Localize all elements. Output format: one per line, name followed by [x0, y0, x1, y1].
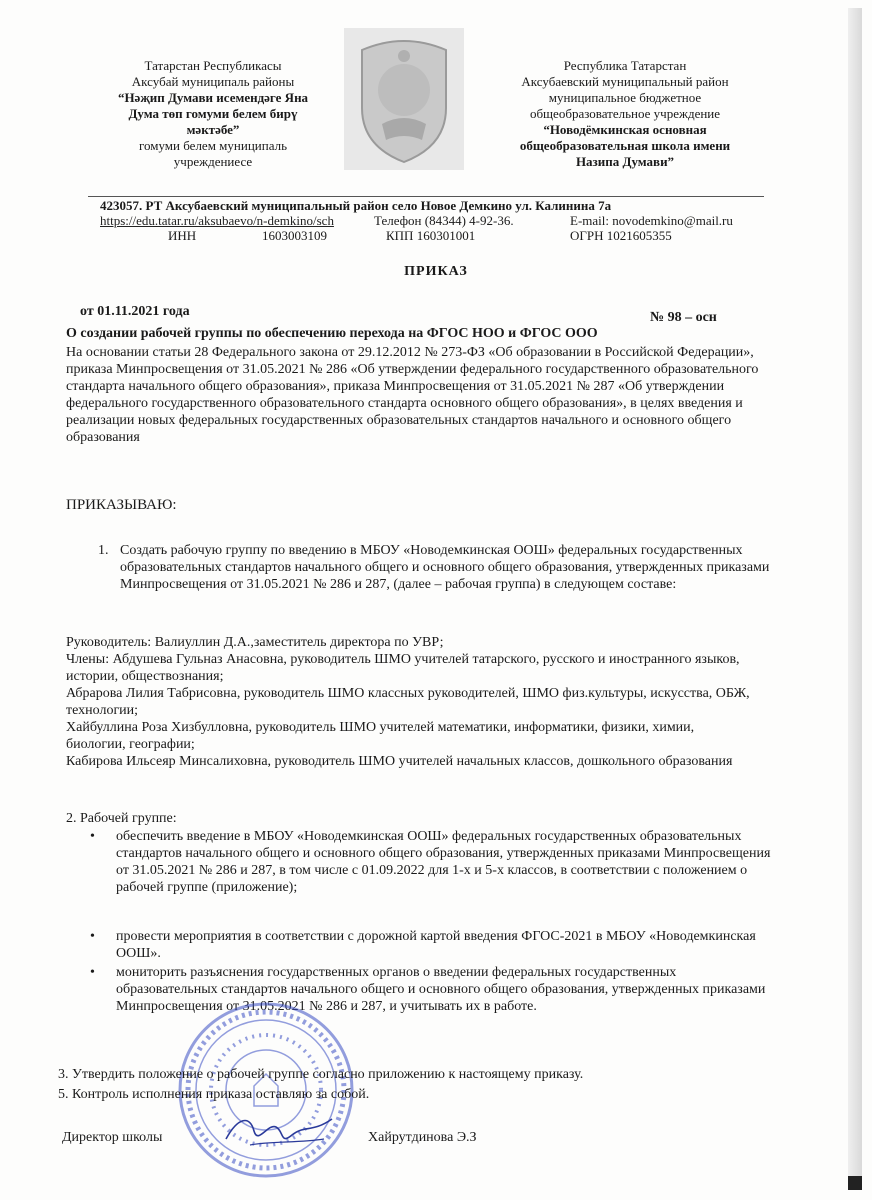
- order-number: № 98 – осн: [650, 310, 717, 325]
- website-link[interactable]: https://edu.tatar.ru/aksubaevo/n-demkino/sch: [100, 213, 334, 228]
- bullet-icon: •: [90, 929, 95, 944]
- order-subject: О создании рабочей группы по обеспечению перехода на ФГОС НОО и ФГОС ООО: [66, 326, 598, 341]
- header-left-line: Аксубай муниципаль районы: [131, 74, 295, 89]
- bullet-text: провести мероприятия в соответствии с дорожной картой введения ФГОС-2021 в МБОУ «Новодемкинская ООШ».: [116, 929, 756, 961]
- email: E-mail: novodemkino@mail.ru: [570, 213, 733, 228]
- order-title: ПРИКАЗ: [404, 264, 468, 279]
- working-group-members: [66, 634, 756, 770]
- header-left-line: гомуми белем муниципаль: [138, 138, 287, 153]
- address: 423057. РТ Аксубаевский муниципальный район село Новое Демкино ул. Калинина 7а: [100, 198, 612, 213]
- order-preamble: На основании статьи 28 Федерального закона от 29.12.2012 № 273-ФЗ «Об образовании в Российской Федерации», приказа Минпросвещения от 31.05.2021 № 286 «Об утверждении федерального государственного образовательного стандарта начального общего образования», приказа Минпросвещения от 31.05.2021 № 287 «Об утверждении федерального государственного образовательного стандарта основного общего образования», в целях введения и реализации новых федеральных государственных образовательных стандартов начального и основного общего образования: [66, 345, 759, 445]
- header-left-line: “Нәҗип Думави исемендәге Яна: [117, 90, 309, 105]
- member-line: Руководитель: Валиуллин Д.А.,заместитель директора по УВР;: [66, 635, 444, 650]
- item-number: 1.: [98, 543, 109, 558]
- kpp: КПП 160301001: [386, 228, 476, 243]
- order-item-5: 5. Контроль исполнения приказа оставляю за собой.: [58, 1087, 370, 1102]
- phone: Телефон (84344) 4-92-36.: [374, 213, 514, 228]
- header-right-line: Аксубаевский муниципальный район: [521, 74, 729, 89]
- bullet-text: мониторить разъяснения государственных органов о введении федеральных государственных образовательных стандартов начального общего и основного общего образования, утвержденных приказами Минпросвещения от 31.05.2021 № 286 и 287, и учитывать их в работе.: [116, 965, 766, 1014]
- item-text: Создать рабочую группу по введению в МБОУ «Новодемкинская ООШ» федеральных государственных образовательных стандартов начального общего и основного общего образования, утвержденных приказами Минпросвещения от 31.05.2021 № 286 и 287, (далее – рабочая группа) в следующем составе:: [120, 543, 770, 592]
- header-right-line: Назипа Думави”: [575, 154, 675, 169]
- member-line: Абрарова Лилия Табрисовна, руководитель ШМО классных руководителей, ШМО физ.культуры, искусства, ОБЖ, технологии;: [66, 686, 750, 718]
- header-right-line: общеобразовательное учреждение: [529, 106, 721, 121]
- scan-edge: [848, 8, 862, 1178]
- header-divider: [88, 196, 764, 197]
- bullet-text: обеспечить введение в МБОУ «Новодемкинская ООШ» федеральных государственных образовательных стандартов начального общего и основного общего образования, утвержденных приказами Минпросвещения от 31.05.2021 № 286 и 287, в том числе с 01.09.2022 для 1-х и 5-х классов, в соответствии с положением о рабочей группе (приложение);: [116, 829, 771, 895]
- header-right-line: общеобразовательная школа имени: [519, 138, 731, 153]
- inn-value: 1603003109: [262, 228, 327, 243]
- director-name: Хайрутдинова Э.З: [368, 1130, 477, 1145]
- member-line: Хайбуллина Роза Хизбулловна, руководитель ШМО учителей математики, информатики, физики, химии, биологии, географии;: [66, 720, 695, 752]
- header-left-line: мәктәбе”: [186, 122, 240, 137]
- header-left: [82, 58, 344, 170]
- order-item-1: [98, 542, 778, 593]
- inn-label: ИНН: [168, 228, 197, 243]
- bullet-icon: •: [90, 965, 95, 980]
- ogrn: ОГРН 1021605355: [570, 228, 672, 243]
- header-left-line: Дума төп гомуми белем бирү: [128, 106, 298, 121]
- order-command: ПРИКАЗЫВАЮ:: [66, 497, 177, 513]
- bullet-item: [90, 828, 780, 896]
- coat-of-arms-emblem: [344, 28, 464, 170]
- header-right-line: “Новодёмкинская основная: [543, 122, 707, 137]
- header-left-line: учреждениесе: [173, 154, 253, 169]
- order-item-2: 2. Рабочей группе:: [66, 811, 177, 826]
- order-item-3: 3. Утвердить положение о рабочей группе согласно приложению к настоящему приказу.: [58, 1067, 584, 1082]
- header-right-line: Республика Татарстан: [563, 58, 687, 73]
- member-line: Члены: Абдушева Гульназ Анасовна, руководитель ШМО учителей татарского, русского и иностранного языков, истории, обществознания;: [66, 652, 740, 684]
- bullet-item: [90, 928, 780, 962]
- member-line: Кабирова Ильсеяр Минсалиховна, руководитель ШМО учителей начальных классов, дошкольного образования: [66, 754, 733, 769]
- bullet-icon: •: [90, 829, 95, 844]
- header-right: [490, 58, 760, 170]
- header-left-line: Татарстан Республикасы: [144, 58, 282, 73]
- director-title: Директор школы: [62, 1130, 163, 1145]
- scan-corner-mark: [848, 1176, 862, 1190]
- director-signature: [220, 1105, 340, 1155]
- order-date: от 01.11.2021 года: [80, 304, 190, 319]
- header-right-line: муниципальное бюджетное: [548, 90, 702, 105]
